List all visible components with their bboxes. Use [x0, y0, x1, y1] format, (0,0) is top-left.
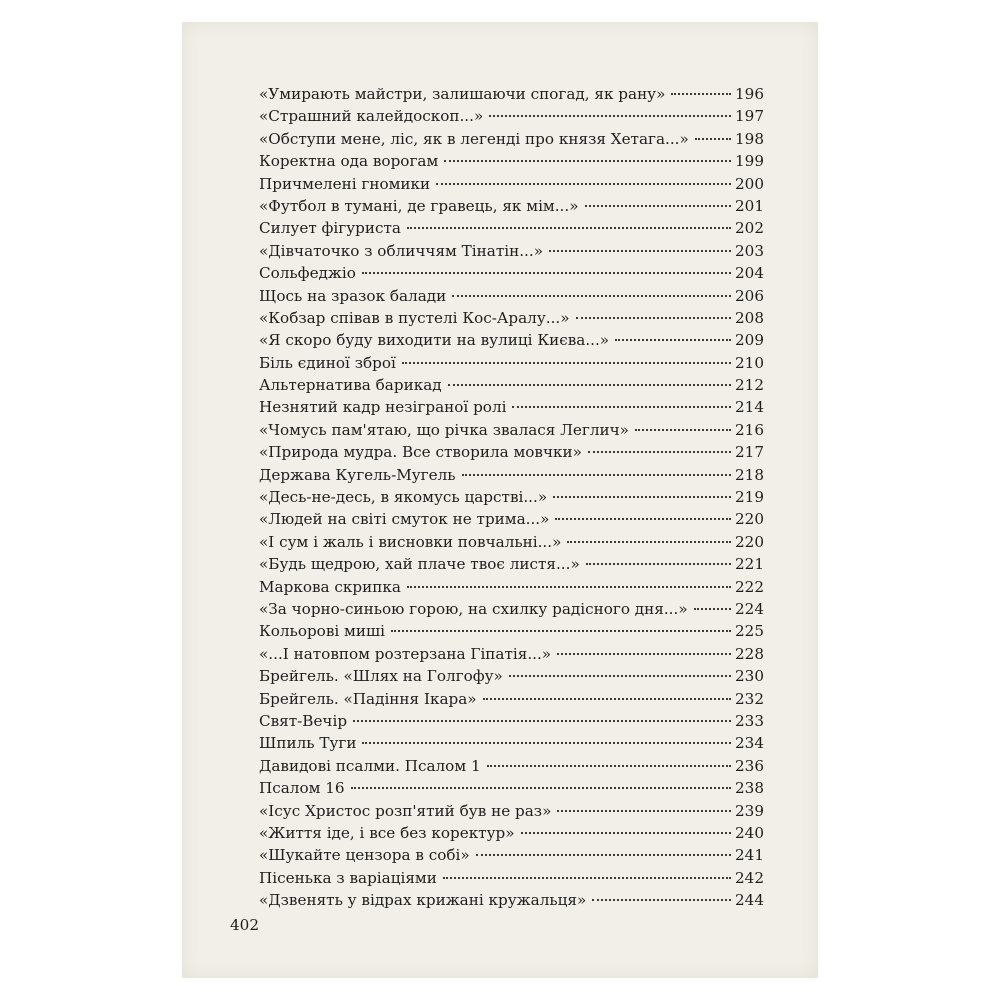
toc-entry-title: «Ісус Христос розп'ятий був не раз»	[259, 801, 552, 820]
dot-leader	[443, 877, 731, 879]
toc-entry-title: «Я скоро буду виходити на вулиці Києва...»	[259, 331, 610, 350]
toc-entry	[259, 891, 764, 913]
toc-entry-page-number: 228	[735, 644, 764, 663]
toc-entry-title: Шпиль Туги	[259, 734, 357, 753]
toc-entry-title: Пісенька з варіаціями	[259, 868, 437, 887]
toc-entry-title: Псалом 16	[259, 779, 345, 798]
toc-entry-title: Брейгель. «Падіння Ікара»	[259, 689, 477, 708]
toc-entry-title: Кольорові миші	[259, 622, 385, 641]
toc-entry-page-number: 219	[735, 488, 764, 507]
dot-leader	[487, 765, 731, 767]
toc-entry-page-number: 204	[735, 264, 764, 283]
toc-entry-page-number: 196	[735, 85, 764, 103]
toc-entry	[259, 802, 764, 824]
toc-entry-title: «Страшний калейдоскоп...»	[259, 107, 484, 126]
dot-leader	[694, 608, 731, 610]
toc-entry-title: «Футбол в тумані, де гравець, як мім...»	[259, 196, 579, 215]
toc-entry-title: Брейгель. «Шлях на Голгофу»	[259, 667, 503, 686]
toc-entry-title: Причмелені гномики	[259, 174, 431, 193]
toc-entry	[259, 443, 764, 465]
dot-leader	[452, 295, 731, 297]
dot-leader	[576, 317, 731, 319]
toc-entry-page-number: 203	[735, 241, 764, 260]
dot-leader	[509, 675, 731, 677]
dot-leader	[476, 854, 731, 856]
dot-leader	[436, 183, 731, 185]
toc-entry	[259, 107, 764, 129]
dot-leader	[462, 474, 731, 476]
toc-entry	[259, 779, 764, 801]
toc-entry-title: «Будь щедрою, хай плаче твоє листя...»	[259, 555, 580, 574]
toc-entry-page-number: 200	[735, 174, 764, 193]
toc-entry-page-number: 199	[735, 152, 764, 171]
dot-leader	[444, 160, 731, 162]
toc-entry-page-number: 222	[735, 577, 764, 596]
dot-leader	[362, 272, 731, 274]
dot-leader	[553, 496, 731, 498]
toc-entry-title: «Умирають майстри, залишаючи спогад, як рану»	[259, 85, 666, 103]
toc-entry-page-number: 234	[735, 734, 764, 753]
toc-entry	[259, 488, 764, 510]
toc-entry	[259, 130, 764, 152]
toc-entry-title: «Кобзар співав в пустелі Кос-Аралу...»	[259, 308, 570, 327]
toc-entry-title: Давидові псалми. Псалом 1	[259, 756, 481, 775]
toc-entry-title: «Життя іде, і все без коректур»	[259, 823, 515, 842]
dot-leader	[592, 899, 731, 901]
toc-entry-page-number: 239	[735, 801, 764, 820]
toc-entry-title: «...І натовпом розтерзана Гіпатія...»	[259, 644, 552, 663]
page-number: 402	[230, 916, 259, 934]
toc-entry-title: «Десь-не-десь, в якомусь царстві...»	[259, 488, 548, 507]
toc-entry-page-number: 198	[735, 129, 764, 148]
toc-entry	[259, 219, 764, 241]
toc-entry-page-number: 209	[735, 331, 764, 350]
dot-leader	[586, 563, 731, 565]
toc-entry	[259, 667, 764, 689]
toc-entry-title: Маркова скрипка	[259, 577, 401, 596]
toc-entry-title: Біль єдиної зброї	[259, 353, 396, 372]
toc-entry-title: Свят-Вечір	[259, 711, 348, 730]
toc-entry-title: «Обступи мене, ліс, як в легенді про князя Хетага...»	[259, 129, 689, 148]
dot-leader	[549, 250, 731, 252]
dot-leader	[402, 362, 731, 364]
toc-entry-page-number: 214	[735, 398, 764, 417]
dot-leader	[615, 339, 731, 341]
toc-entry-page-number: 224	[735, 599, 764, 618]
dot-leader	[557, 653, 731, 655]
toc-entry	[259, 869, 764, 891]
toc-entry	[259, 690, 764, 712]
toc-entry-title: «За чорно-синьою горою, на схилку радісного дня...»	[259, 599, 688, 618]
toc-entry-page-number: 242	[735, 868, 764, 887]
toc-entry-page-number: 230	[735, 667, 764, 686]
toc-entry	[259, 645, 764, 667]
toc-entry	[259, 533, 764, 555]
toc-entry	[259, 824, 764, 846]
dot-leader	[353, 720, 731, 722]
toc-entry-page-number: 225	[735, 622, 764, 641]
dot-leader	[362, 742, 731, 744]
toc-entry-page-number: 240	[735, 823, 764, 842]
toc-entry-page-number: 220	[735, 532, 764, 551]
toc-entry	[259, 712, 764, 734]
toc-entry-page-number: 212	[735, 376, 764, 395]
toc-entry-page-number: 208	[735, 308, 764, 327]
toc-entry	[259, 578, 764, 600]
toc-entry-title: «Чомусь пам'ятаю, що річка звалася Леглич»	[259, 420, 629, 439]
toc-entry-title: Щось на зразок балади	[259, 286, 447, 305]
toc-entry	[259, 510, 764, 532]
toc-entry-title: «Шукайте цензора в собі»	[259, 846, 470, 865]
toc-entry	[259, 398, 764, 420]
dot-leader	[351, 787, 731, 789]
dot-leader	[391, 630, 731, 632]
toc-entry-title: «Дзвенять у відрах крижані кружальця»	[259, 891, 587, 910]
toc-entry-page-number: 217	[735, 443, 764, 462]
toc-entry-page-number: 218	[735, 465, 764, 484]
dot-leader	[585, 205, 731, 207]
toc-entry	[259, 175, 764, 197]
toc-entry-page-number: 232	[735, 689, 764, 708]
toc-entry-title: «Дівчаточко з обличчям Тінатін...»	[259, 241, 543, 260]
dot-leader	[588, 451, 731, 453]
toc-entry	[259, 600, 764, 622]
dot-leader	[489, 115, 731, 117]
dot-leader	[521, 832, 731, 834]
toc-entry-page-number: 197	[735, 107, 764, 126]
toc-entry-page-number: 238	[735, 779, 764, 798]
toc-entry-title: Альтернатива барикад	[259, 376, 442, 395]
toc-entry	[259, 757, 764, 779]
toc-entry-title: «І сум і жаль і висновки повчальні...»	[259, 532, 562, 551]
toc-entry	[259, 264, 764, 286]
toc-entry	[259, 354, 764, 376]
toc-entry	[259, 152, 764, 174]
toc-entry	[259, 466, 764, 488]
toc-entry-page-number: 236	[735, 756, 764, 775]
toc-entry-page-number: 206	[735, 286, 764, 305]
dot-leader	[555, 518, 731, 520]
dot-leader	[483, 698, 731, 700]
toc-entry	[259, 331, 764, 353]
dot-leader	[407, 586, 731, 588]
toc-entry	[259, 197, 764, 219]
toc-entry-page-number: 244	[735, 891, 764, 910]
dot-leader	[448, 384, 731, 386]
dot-leader	[671, 93, 731, 95]
toc-entry-page-number: 201	[735, 196, 764, 215]
toc-entry	[259, 242, 764, 264]
dot-leader	[567, 541, 731, 543]
toc-entry	[259, 421, 764, 443]
toc-entry-title: Коректна ода ворогам	[259, 152, 439, 171]
book-page	[182, 22, 818, 978]
dot-leader	[407, 227, 731, 229]
toc-entry	[259, 555, 764, 577]
toc-entry	[259, 376, 764, 398]
toc-entry-page-number: 202	[735, 219, 764, 238]
toc-entry	[259, 309, 764, 331]
toc-entry-page-number: 221	[735, 555, 764, 574]
toc-entry-title: «Людей на світі смуток не трима...»	[259, 510, 550, 529]
toc-entry-page-number: 220	[735, 510, 764, 529]
dot-leader	[635, 429, 731, 431]
toc-entry	[259, 85, 764, 107]
toc-entry-page-number: 241	[735, 846, 764, 865]
toc-entry	[259, 846, 764, 868]
toc-entry-page-number: 210	[735, 353, 764, 372]
toc-entry-title: «Природа мудра. Все створила мовчки»	[259, 443, 582, 462]
toc-entry-title: Силует фігуриста	[259, 219, 401, 238]
toc-entry-title: Сольфеджіо	[259, 264, 356, 283]
table-of-contents	[259, 85, 764, 913]
toc-entry-title: Незнятий кадр незіграної ролі	[259, 398, 507, 417]
dot-leader	[557, 810, 731, 812]
toc-entry	[259, 734, 764, 756]
toc-entry	[259, 622, 764, 644]
toc-entry-title: Держава Кугель-Мугель	[259, 465, 456, 484]
dot-leader	[695, 138, 731, 140]
toc-entry	[259, 287, 764, 309]
toc-entry-page-number: 216	[735, 420, 764, 439]
dot-leader	[512, 406, 731, 408]
toc-entry-page-number: 233	[735, 711, 764, 730]
